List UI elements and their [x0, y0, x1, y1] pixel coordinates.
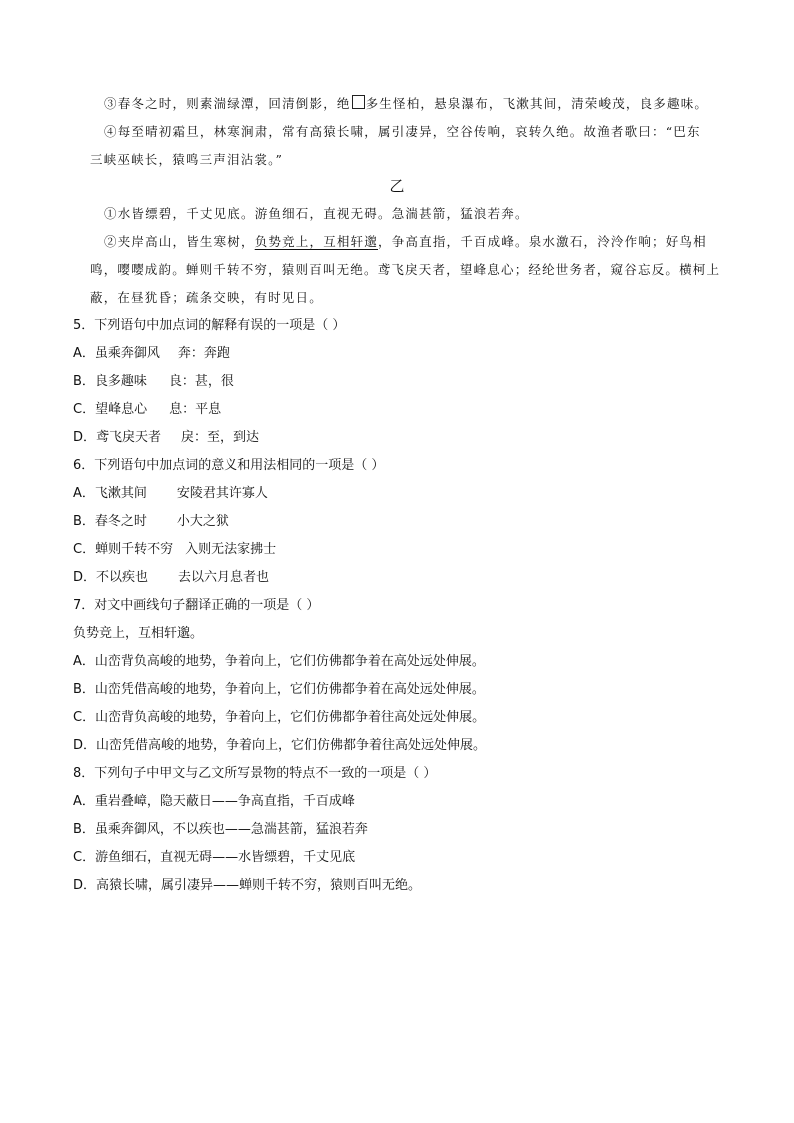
underlined-sentence: 负势竞上，互相轩邈: [254, 234, 379, 249]
question-5-stem: 5．下列语句中加点词的解释有误的一项是（ ）: [73, 318, 346, 333]
question-7-option-c: C．山峦背负高峻的地势，争着向上，它们仿佛都争着往高处远处伸展。: [73, 710, 486, 725]
option-text: D．不以疾也: [73, 570, 149, 585]
option-gloss: 良：甚，很: [168, 374, 234, 389]
question-6-option-a: [73, 480, 268, 508]
question-7-option-b: B．山峦凭借高峻的地势，争着向上，它们仿佛都争着在高处远处伸展。: [73, 682, 485, 697]
jia-paragraph-4-line-2: 三峡巫峡长，猿鸣三声泪沾裳。”: [90, 152, 284, 167]
option-gloss: 奔：奔跑: [177, 346, 230, 361]
option-text: D．鸢飞戾天者: [73, 430, 162, 445]
question-7-sentence: 负势竞上，互相轩邈。: [73, 626, 204, 641]
question-5-option-d: [73, 424, 259, 452]
jia-p3-text-rest: 多生怪柏，悬泉瀑布，飞漱其间，清荣峻茂，良多趣味。: [365, 96, 709, 111]
yi-paragraph-1: ①水皆缥碧，千丈见底。游鱼细石，直视无碍。急湍甚箭，猛浪若奔。: [104, 206, 529, 221]
yi-paragraph-2-line-3: 蔽，在昼犹昏；疏条交映，有时见日。: [90, 290, 323, 305]
question-5-option-b: [73, 368, 234, 396]
question-8-stem: 8．下列句子中甲文与乙文所写景物的特点不一致的一项是（ ）: [73, 766, 437, 781]
jia-paragraph-3: [104, 90, 734, 118]
yi-paragraph-2-line-2: 鸣，嘤嘤成韵。蝉则千转不穷，猿则百叫无绝。鸢飞戾天者，望峰息心；经纶世务者，窥谷忘反。横柯上: [90, 262, 721, 277]
question-7-option-a: A．山峦背负高峻的地势，争着向上，它们仿佛都争着在高处远处伸展。: [73, 654, 485, 669]
yi-p2-text-a: ②夹岸高山，皆生寒树，: [104, 234, 255, 249]
option-text: C．蝉则千转不穷: [73, 542, 174, 557]
question-7-option-d: D．山峦凭借高峻的地势，争着向上，它们仿佛都争着往高处远处伸展。: [73, 738, 487, 753]
option-gloss: 去以六月息者也: [178, 570, 270, 585]
option-text: A．虽乘奔御风: [73, 346, 160, 361]
option-gloss: 息：平息: [169, 402, 222, 417]
question-8-option-d: D．高猿长啸，属引凄异——蝉则千转不穷，猿则百叫无绝。: [73, 878, 422, 893]
question-6-option-c: [73, 536, 276, 564]
option-gloss: 戾：至，到达: [181, 430, 260, 445]
question-6-option-d: [73, 564, 269, 592]
question-5-option-c: [73, 396, 221, 424]
yi-paragraph-2-line-1: [104, 228, 734, 256]
question-8-option-c: C．游鱼细石，直视无碍——水皆缥碧，千丈见底: [73, 850, 356, 865]
option-gloss: 入则无法家拂士: [185, 542, 277, 557]
option-text: B．良多趣味: [73, 374, 147, 389]
option-text: B．春冬之时: [73, 514, 147, 529]
question-8-option-b: B．虽乘奔御风，不以疾也——急湍甚箭，猛浪若奔: [73, 822, 368, 837]
option-gloss: 安陵君其许寡人: [176, 486, 268, 501]
jia-paragraph-4-line-1: ④每至晴初霜旦，林寒涧肃，常有高猿长啸，属引凄异，空谷传响，哀转久绝。故渔者歌曰：“巴东: [104, 124, 701, 139]
question-8-option-a: A．重岩叠嶂，隐天蔽日——争高直指，千百成峰: [73, 794, 355, 809]
question-6-stem: 6．下列语句中加点词的意义和用法相同的一项是（ ）: [73, 458, 385, 473]
yi-p2-text-b: ，争高直指，千百成峰。泉水激石，泠泠作响；好鸟相: [378, 234, 707, 249]
question-7-stem: 7．对文中画线句子翻译正确的一项是（ ）: [73, 598, 320, 613]
yi-section-title: 乙: [389, 177, 405, 195]
option-gloss: 小大之狱: [176, 514, 229, 529]
jia-p3-text: ③春冬之时，则素湍绿潭，回清倒影，绝: [104, 96, 351, 111]
question-6-option-b: [73, 508, 229, 536]
question-5-option-a: [73, 340, 230, 368]
option-text: C．望峰息心: [73, 402, 148, 417]
option-text: A．飞漱其间: [73, 486, 147, 501]
missing-character-box: [352, 95, 365, 109]
